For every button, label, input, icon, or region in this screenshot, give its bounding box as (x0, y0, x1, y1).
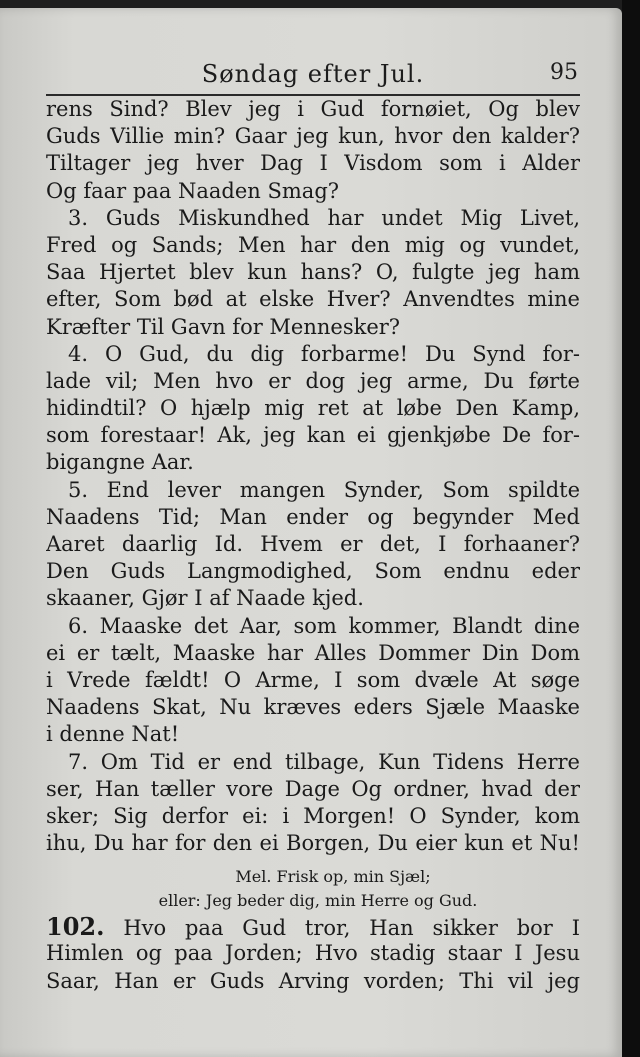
hymn-102-first-line (46, 913, 580, 940)
hymn-102-opening: Hvo paa Gud tror, Han sikker bor I (123, 916, 580, 941)
text-line: hidindtil? O hjælp mig ret at løbe Den Kamp, (46, 396, 580, 421)
text-line: Naadens Tid; Man ender og begynder Med (46, 504, 580, 529)
text-line: Saa Hjertet blev kun hans? O, fulgte jeg ham (46, 260, 580, 285)
verse-5-start: 5. End lever mangen Synder, Som spildte (68, 477, 580, 502)
page-title: Søndag efter Jul. (201, 60, 425, 88)
text-line: Fred og Sands; Men har den mig og vundet, (46, 232, 580, 257)
hymn-number: 102. (46, 913, 105, 941)
melody-alt-line: eller: Jeg beder dig, min Herre og Gud. (158, 891, 478, 911)
text-line: rens Sind? Blev jeg i Gud fornøiet, Og blev (46, 97, 580, 121)
text-line: Saar, Han er Guds Arving vorden; Thi vil jeg (46, 968, 580, 993)
text-line: bigangne Aar. (46, 450, 194, 475)
text-line: ihu, Du har for den ei Borgen, Du eier kun et Nu! (46, 831, 580, 856)
verse-6-start: 6. Maaske det Aar, som kommer, Blandt dine (68, 613, 580, 638)
text-line: i denne Nat! (46, 722, 180, 747)
text-line: Naadens Skat, Nu kræves eders Sjæle Maaske (46, 695, 580, 720)
hymn-text (46, 96, 580, 995)
spacer (46, 857, 580, 865)
melody-line: Mel. Frisk op, min Sjæl; (235, 867, 431, 887)
text-line: Tiltager jeg hver Dag I Visdom som i Alder (46, 151, 580, 176)
text-line: ei er tælt, Maaske har Alles Dommer Din Dom (46, 640, 580, 665)
text-line: som forestaar! Ak, jeg kan ei gjenkjøbe De for- (46, 423, 580, 448)
text-line: sker; Sig derfor ei: i Morgen! O Synder, kom (46, 803, 580, 828)
verse-7-start: 7. Om Tid er end tilbage, Kun Tidens Herre (68, 749, 580, 774)
text-line: lade vil; Men hvo er dog jeg arme, Du førte (46, 368, 580, 393)
text-line: Aaret daarlig Id. Hvem er det, I forhaaner? (46, 532, 580, 556)
text-line: skaaner, Gjør I af Naade kjed. (46, 586, 364, 611)
running-header (46, 60, 580, 92)
text-line: Og faar paa Naaden Smag? (46, 178, 340, 203)
page-edge-shadow (622, 0, 640, 1057)
text-line: Kræfter Til Gavn for Mennesker? (46, 314, 401, 339)
text-line: efter, Som bød at elske Hver? Anvendtes mine (46, 287, 580, 312)
verse-4-start: 4. O Gud, du dig forbarme! Du Synd for- (68, 341, 580, 366)
book-page (0, 8, 622, 1057)
text-line: Den Guds Langmodighed, Som endnu eder (46, 559, 580, 584)
verse-3-start: 3. Guds Miskundhed har undet Mig Livet, (68, 205, 580, 230)
text-line: i Vrede fældt! O Arme, I som dvæle At søge (46, 667, 580, 692)
text-line: Guds Villie min? Gaar jeg kun, hvor den kalder? (46, 124, 580, 149)
page-number: 95 (550, 60, 578, 85)
text-line: ser, Han tæller vore Dage Og ordner, hvad der (46, 776, 580, 801)
text-line: Himlen og paa Jorden; Hvo stadig staar I Jesu (46, 941, 580, 966)
